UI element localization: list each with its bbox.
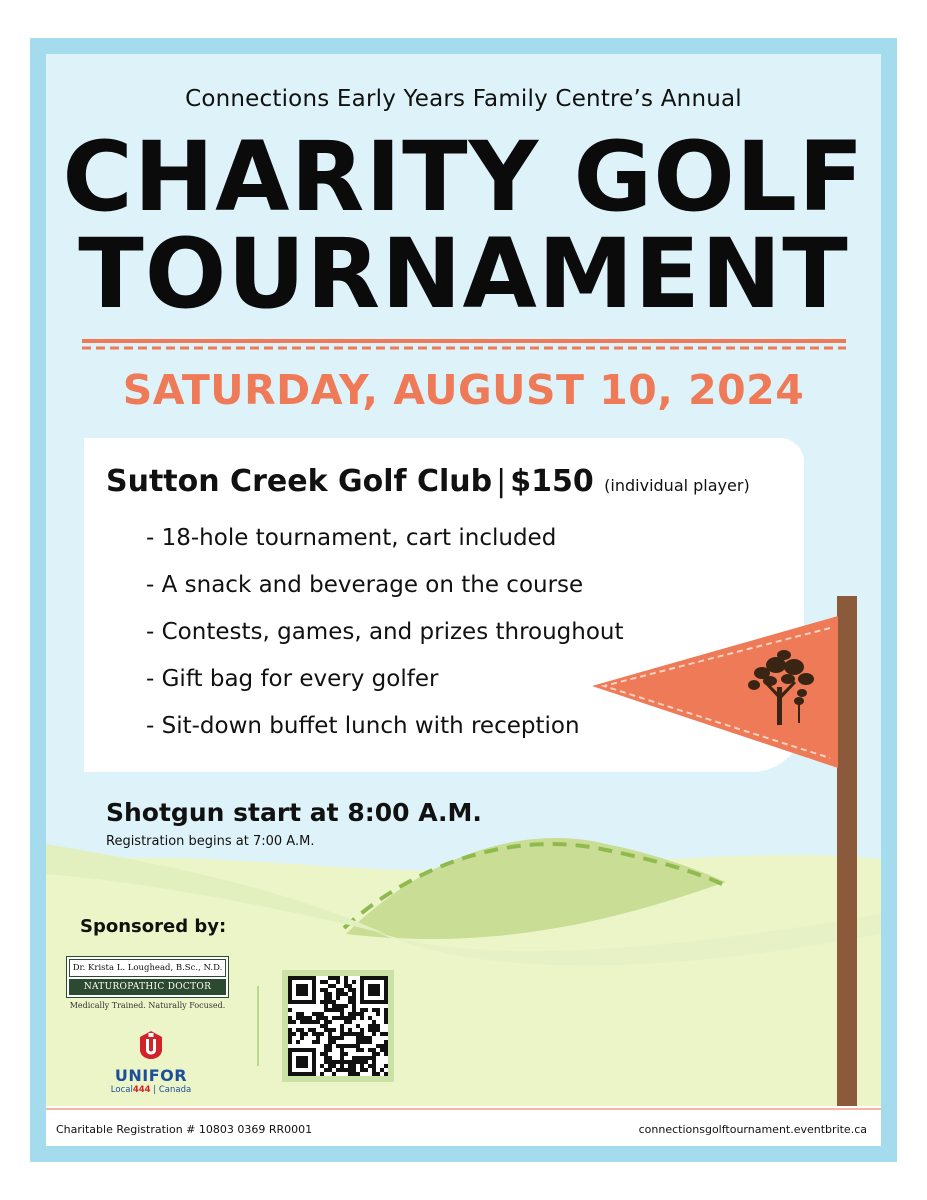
union-name: UNIFOR <box>114 1066 188 1085</box>
registration-time: Registration begins at 7:00 A.M. <box>106 834 315 849</box>
naturopathic-doctor-logo <box>66 956 229 1010</box>
union-local-suffix: | Canada <box>150 1085 192 1095</box>
poster <box>46 54 881 1146</box>
feature-list <box>146 522 624 757</box>
charitable-registration: Charitable Registration # 10803 0369 RR0001 <box>56 1123 313 1136</box>
venue-price-line <box>106 464 750 499</box>
title-line-1: CHARITY GOLF <box>62 121 865 233</box>
list-item: - A snack and beverage on the course <box>146 572 584 598</box>
organizer-subtitle: Connections Early Years Family Centre’s Annual <box>185 86 742 112</box>
qr-code-frame[interactable] <box>282 970 394 1082</box>
title-line-2: TOURNAMENT <box>78 218 849 330</box>
doctor-title: NATUROPATHIC DOCTOR <box>69 979 226 995</box>
list-item: - 18-hole tournament, cart included <box>146 525 557 551</box>
price: $150 <box>510 464 594 499</box>
venue-separator: | <box>496 464 507 499</box>
list-item: - Sit-down buffet lunch with reception <box>146 713 580 739</box>
event-date: SATURDAY, AUGUST 10, 2024 <box>122 366 805 414</box>
qr-code-icon[interactable] <box>288 976 388 1076</box>
list-item: - Gift bag for every golfer <box>146 666 439 692</box>
doctor-tagline: Medically Trained. Naturally Focused. <box>69 1001 226 1010</box>
tree-icon <box>744 649 820 727</box>
unifor-logo <box>106 1030 196 1095</box>
doctor-name: Dr. Krista L. Loughead, B.Sc., N.D. <box>69 959 226 977</box>
sponsor-divider <box>257 986 259 1066</box>
footer-rule <box>46 1108 881 1110</box>
flag-pole <box>837 596 857 1114</box>
event-url[interactable]: connectionsgolftournament.eventbrite.ca <box>638 1123 867 1136</box>
sponsors-heading: Sponsored by: <box>80 916 227 937</box>
union-local <box>106 1085 196 1095</box>
union-local-number: 444 <box>132 1085 151 1095</box>
venue-name: Sutton Creek Golf Club <box>106 464 493 499</box>
unifor-logo-icon <box>138 1030 164 1060</box>
union-local-prefix: Local <box>110 1085 133 1095</box>
title-underline <box>82 339 846 351</box>
price-note: (individual player) <box>604 476 750 495</box>
shotgun-start: Shotgun start at 8:00 A.M. <box>106 798 482 827</box>
list-item: - Contests, games, and prizes throughout <box>146 619 624 645</box>
